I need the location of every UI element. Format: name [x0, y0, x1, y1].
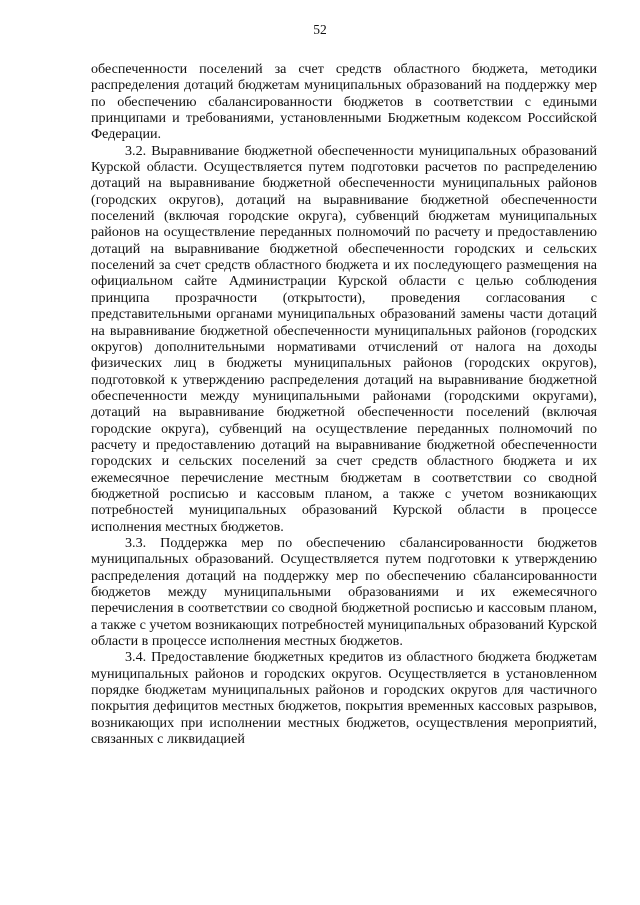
- paragraph-3-3: 3.3. Поддержка мер по обеспечению сбалансированности бюджетов муниципальных образований. Осуществляется путем подготовки к утверждению распределения дотаций на поддержку мер по обеспечению сбалансированности бюджетов между муниципальными образованиями и их ежемесячного перечисления в соответствии со сводной бюджетной росписью и кассовым планом, а также с учетом возникающих потребностей муниципальных образований Курской области в процессе исполнения местных бюджетов.: [91, 534, 597, 650]
- page-number: 52: [313, 22, 327, 37]
- paragraph-3-2: 3.2. Выравнивание бюджетной обеспеченности муниципальных образований Курской области. Осуществляется путем подготовки расчетов по распределению дотаций на выравнивание бюджетной обеспеченности муниципальных районов (городских округов), дотаций на выравнивание бюджетной обеспеченности поселений (включая городские округа), субвенций бюджетам муниципальных районов на осуществление переданных полномочий по расчету и предоставлению дотаций на выравнивание бюджетной обеспеченности городских и сельских поселений за счет средств областного бюджета и их последующего размещения на официальном сайте Администрации Курской области с целью соблюдения принципа прозрачности (открытости), проведения согласования с представительными органами муниципальных образований замены части дотаций на выравнивание бюджетной обеспеченности муниципальных районов (городских округов) дополнительными нормативами отчислений от налога на доходы физических лиц в бюджеты муниципальных районов (городских округов), подготовкой к утверждению распределения дотаций на выравнивание бюджетной обеспеченности между муниципальными районами (городскими округами), дотаций на выравнивание бюджетной обеспеченности поселений (включая городские округа), субвенций на осуществление переданных полномочий по расчету и предоставлению дотаций на выравнивание бюджетной обеспеченности городских и сельских поселений за счет средств областного бюджета и их ежемесячное перечисление местным бюджетам в соответствии со сводной бюджетной росписью и кассовым планом, а также с учетом возникающих потребностей муниципальных образований Курской области в процессе исполнения местных бюджетов.: [91, 142, 597, 535]
- paragraph-3-4: 3.4. Предоставление бюджетных кредитов из областного бюджета бюджетам муниципальных районов и городских округов. Осуществляется в установленном порядке бюджетам муниципальных районов и городских округов для частичного покрытия дефицитов местных бюджетов, покрытия временных кассовых разрывов, возникающих при исполнении местных бюджетов, осуществления мероприятий, связанных с ликвидацией: [91, 649, 597, 748]
- paragraph-continuation: обеспеченности поселений за счет средств областного бюджета, методики распределения дотаций бюджетам муниципальных образований на поддержку мер по обеспечению сбалансированности бюджетов в соответствии с едиными принципами и требованиями, установленными Бюджетным кодексом Российской Федерации.: [91, 61, 597, 143]
- document-body: [91, 61, 597, 747]
